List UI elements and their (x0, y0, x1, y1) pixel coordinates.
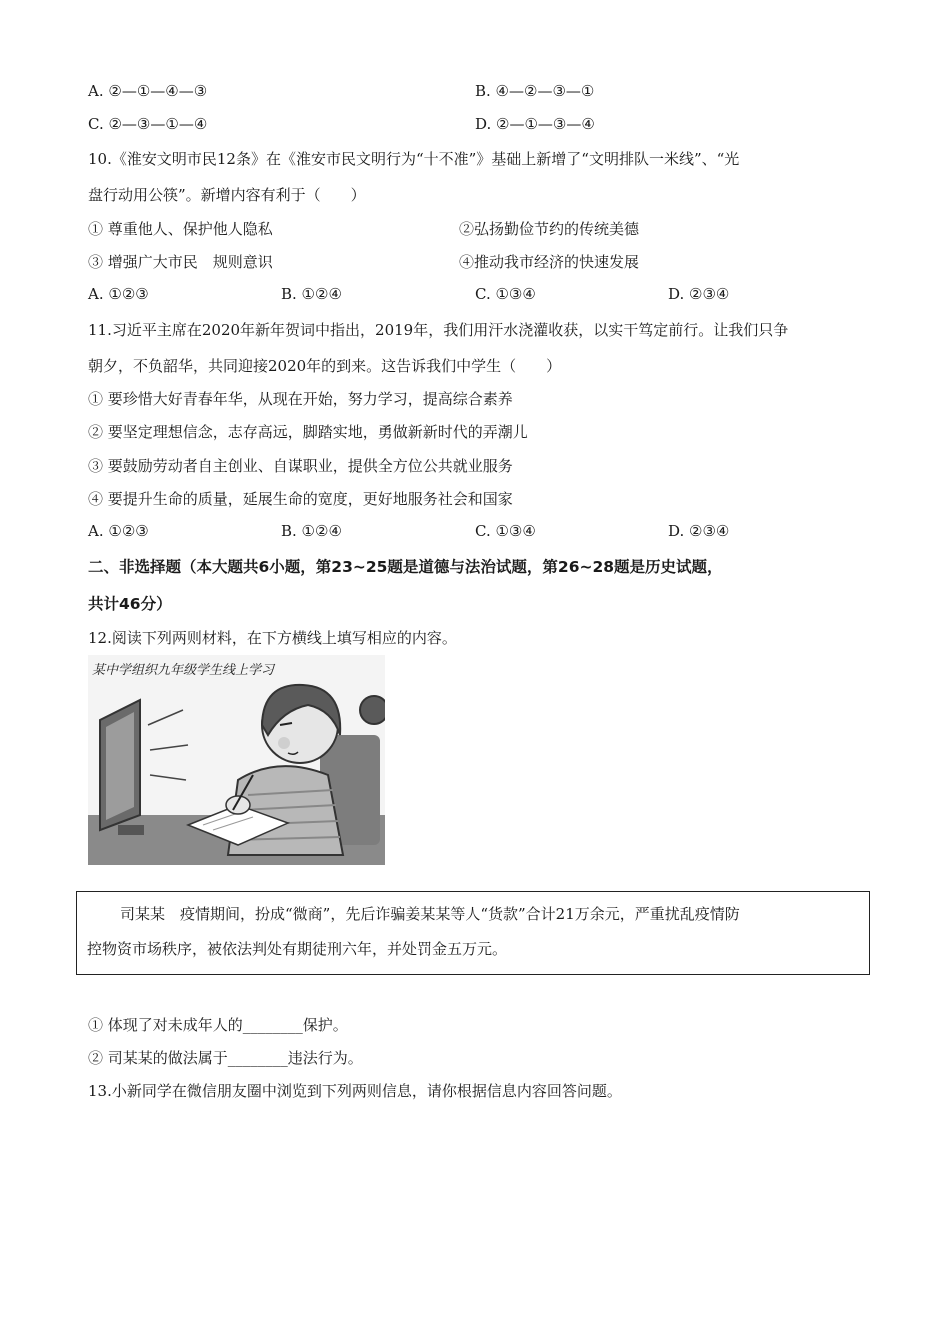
q9-option-c: C. ②—③—①—④ (88, 115, 208, 133)
q13-stem: 13.小新同学在微信朋友圈中浏览到下列两则信息，请你根据信息内容回答问题。 (88, 1082, 622, 1100)
q10-item-4: ④推动我市经济的快速发展 (459, 253, 640, 271)
q11-option-a: A. ①②③ (88, 522, 149, 540)
q12-blank-2-line (88, 1047, 363, 1068)
q12-stem: 12.阅读下列两则材料，在下方横线上填写相应的内容。 (88, 629, 457, 647)
q10-option-d: D. ②③④ (668, 285, 730, 303)
q11-item-3: ③ 要鼓励劳动者自主创业、自谋职业，提供全方位公共就业服务 (88, 457, 513, 475)
q11-option-d: D. ②③④ (668, 522, 730, 540)
material-box-line2: 控物资市场秩序，被依法判处有期徒刑六年，并处罚金五万元。 (87, 940, 508, 958)
section-heading-line1: 二、非选择题（本大题共6小题，第23~25题是道德与法治试题，第26~28题是历史试题， (88, 558, 723, 576)
q12-blank-1-line (88, 1014, 348, 1035)
q11-option-c: C. ①③④ (475, 522, 536, 540)
q11-item-2: ② 要坚定理想信念，志存高远，脚踏实地，勇做新新时代的弄潮儿 (88, 423, 528, 441)
q11-option-b: B. ①②④ (281, 522, 342, 540)
q11-item-1: ① 要珍惜大好青春年华，从现在开始，努力学习，提高综合素养 (88, 390, 513, 408)
illustration-caption: 某中学组织九年级学生线上学习 (92, 663, 275, 678)
material-box (76, 891, 870, 975)
q11-item-4: ④ 要提升生命的质量，延展生命的宽度，更好地服务社会和国家 (88, 490, 513, 508)
q12-blank-2-suffix: 违法行为。 (287, 1049, 363, 1067)
q9-option-a: A. ②—①—④—③ (88, 82, 208, 100)
q10-option-c: C. ①③④ (475, 285, 536, 303)
q12-blank-2[interactable]: ________ (227, 1049, 288, 1067)
q11-stem-line2: 朝夕，不负韶华，共同迎接2020年的到来。这告诉我们中学生（ ） (88, 357, 562, 375)
q10-item-1: ① 尊重他人、保护他人隐私 (88, 220, 273, 238)
section-heading-line2: 共计46分） (88, 595, 172, 613)
q10-option-a: A. ①②③ (88, 285, 149, 303)
q10-item-3: ③ 增强广大市民 规则意识 (88, 253, 273, 271)
q9-option-d: D. ②—①—③—④ (475, 115, 595, 133)
q12-blank-1[interactable]: ________ (242, 1016, 303, 1034)
q10-stem-line1: 10.《淮安文明市民12条》在《淮安市民文明行为“十不准”》基础上新增了“文明排队一米线”、“光 (88, 150, 740, 168)
online-study-illustration (88, 655, 385, 865)
q10-item-2: ②弘扬勤俭节约的传统美德 (459, 220, 640, 238)
q10-stem-line2: 盘行动用公筷”。新增内容有利于（ ） (88, 186, 366, 204)
q12-blank-2-prefix: ② 司某某的做法属于 (88, 1049, 228, 1067)
q12-blank-1-prefix: ① 体现了对未成年人的 (88, 1016, 243, 1034)
q9-option-b: B. ④—②—③—① (475, 82, 595, 100)
q12-blank-1-suffix: 保护。 (302, 1016, 348, 1034)
q10-option-b: B. ①②④ (281, 285, 342, 303)
material-box-line1: 司某某 疫情期间，扮成“微商”，先后诈骗姜某某等人“货款”合计21万余元，严重扰乱疫情防 (120, 905, 740, 923)
q11-stem-line1: 11.习近平主席在2020年新年贺词中指出，2019年，我们用汗水浇灌收获，以实干笃定前行。让我们只争 (88, 321, 789, 339)
